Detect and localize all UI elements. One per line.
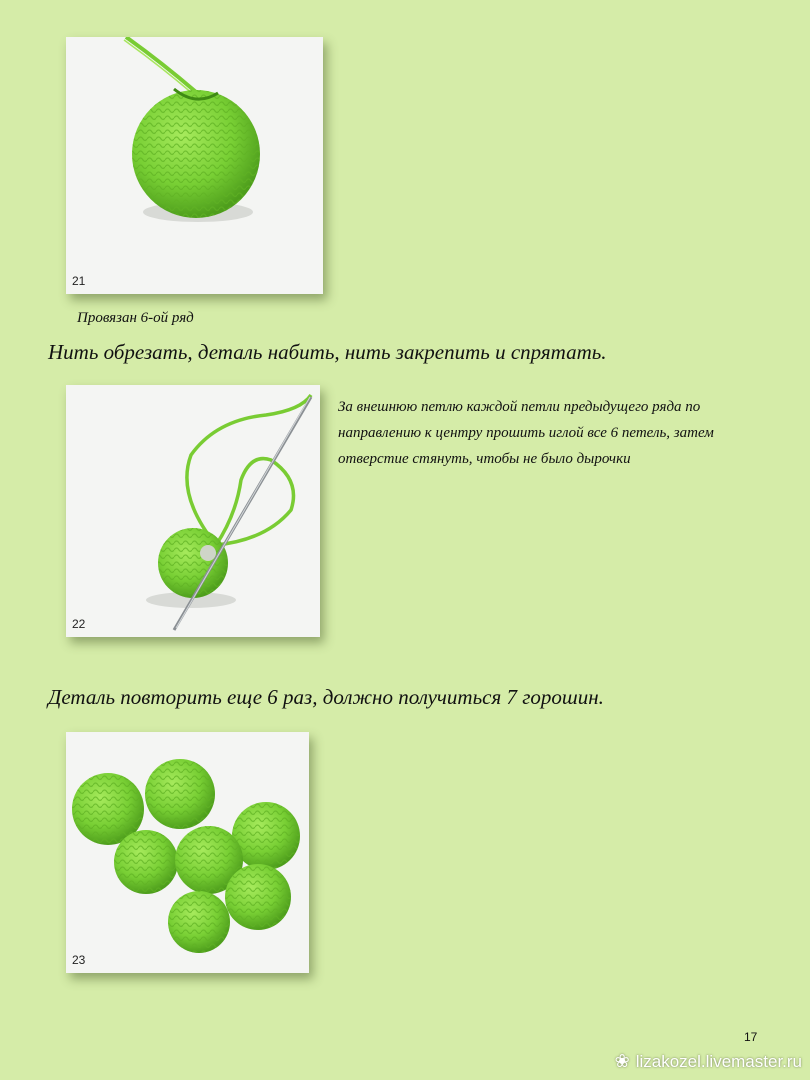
seven-peas-image (66, 732, 309, 973)
crochet-ball-image (66, 37, 323, 294)
watermark-text: lizakozel.livemaster.ru (635, 1051, 802, 1071)
step-heading: Нить обрезать, деталь набить, нить закрепить и спрятать. (48, 340, 607, 364)
watermark (615, 1051, 802, 1072)
photo-number: 23 (72, 953, 86, 967)
photo-caption: Провязан 6-ой ряд (77, 310, 194, 326)
step-heading: Деталь повторить еще 6 раз, должно получиться 7 горошин. (48, 685, 604, 709)
photo-23 (66, 732, 309, 973)
page-number: 17 (744, 1030, 758, 1044)
needle-stitching-image (66, 385, 320, 637)
photo-22 (66, 385, 320, 637)
photo-21 (66, 37, 323, 294)
photo-number: 22 (72, 617, 86, 631)
flower-logo-icon: ❀ (614, 1051, 630, 1071)
instruction-text: За внешнюю петлю каждой петли предыдущего ряда по направлению к центру прошить иглой все 6 петель, затем отверстие стянуть, чтобы не было дырочки (338, 399, 714, 467)
photo-number: 21 (72, 274, 86, 288)
